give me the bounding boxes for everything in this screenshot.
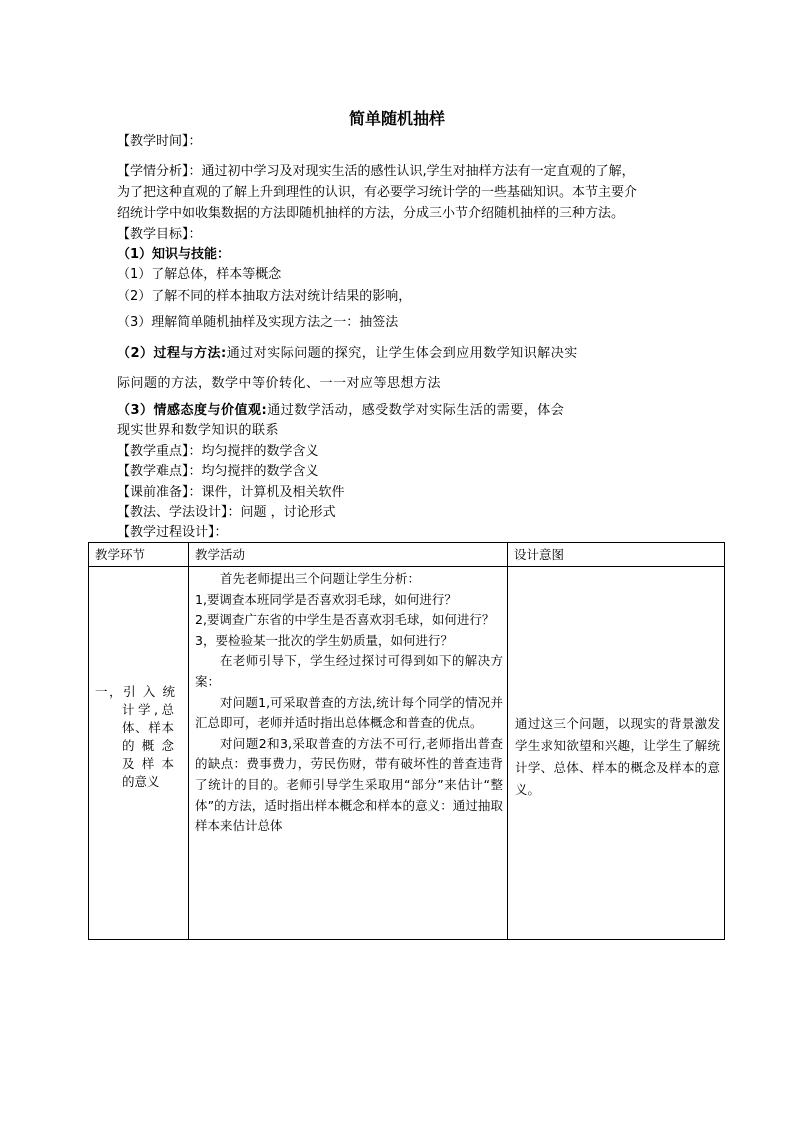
stage-line: 计学,总 (122, 702, 174, 717)
header-cell-stage: 教学环节 (89, 543, 189, 567)
activity-paragraph: 首先老师提出三个问题让学生分析： (220, 571, 421, 586)
activity-paragraph: 对问题2和3,采取普查的方法不可行,老师指出普查的缺点：费事费力，劳民伤财，带有破坏性的普查违背了统计的目的。老师引导学生采取用“部分”来估计“整体”的方法，适时指出样本概念和样本的意义：通过抽取样本来估计总体 (195, 735, 503, 834)
table-header-row (89, 543, 725, 567)
table-row (89, 567, 725, 940)
process-line (117, 344, 578, 364)
emotion-text: 通过数学活动，感受数学对实际生活的需要，体会 (267, 403, 565, 418)
activity-paragraph: 3，要检验某一批次的学生奶质量，如何进行？ (195, 632, 453, 648)
analysis-line: 【学情分析】：通过初中学习及对现实生活的感性认识,学生对抽样方法有一定直观的了解， (117, 164, 635, 179)
process-design-heading: 【教学过程设计】： (117, 525, 228, 540)
analysis-line: 为了把这种直观的了解上升到理性的认识，有必要学习统计学的一些基础知识。本节主要介 (117, 185, 638, 200)
activity-paragraph: 2,要调查广东省的中学生是否喜欢羽毛球，如何进行？ (195, 612, 495, 628)
header-cell-activity: 教学活动 (189, 543, 508, 567)
stage-cell (89, 567, 189, 940)
process-heading: （2）过程与方法: (117, 346, 227, 361)
preparation: 【课前准备】：课件，计算机及相关软件 (117, 485, 345, 500)
process-line: 际问题的方法，数学中等价转化、一一对应等思想方法 (117, 376, 442, 391)
knowledge-item: （2）了解不同的样本抽取方法对统计结果的影响， (117, 289, 412, 304)
emotion-line: 现实世界和数学知识的联系 (117, 423, 280, 438)
method: 【教法、学法设计】：问题 ，讨论形式 (117, 505, 336, 520)
process-text: 通过对实际问题的探究，让学生体会到应用数学知识解决实 (226, 346, 578, 361)
emotion-line (117, 401, 564, 421)
header-cell-intent: 设计意图 (508, 543, 725, 567)
analysis-line: 绍统计学中如收集数据的方法即随机抽样的方法，分成三小节介绍随机抽样的三种方法。 (117, 206, 625, 221)
emotion-heading: （3）情感态度与价值观: (117, 403, 268, 418)
knowledge-item: （3）理解简单随机抽样及实现方法之一：抽签法 (117, 315, 399, 330)
key-point: 【教学重点】：均匀搅拌的数学含义 (117, 444, 319, 459)
stage-line: 及 样 本 (122, 756, 174, 771)
stage-line: 的 概 念 (122, 738, 174, 753)
teaching-time: 【教学时间】： (117, 134, 202, 149)
difficulty: 【教学难点】：均匀搅拌的数学含义 (117, 464, 319, 479)
stage-line: 的意义 (122, 774, 160, 789)
intent-cell: 通过这三个问题，以现实的背景激发学生求知欲望和兴趣，让学生了解统计学、总体、样本的概念及样本的意义。 (508, 567, 725, 940)
knowledge-item: （1）了解总体，样本等概念 (117, 267, 282, 282)
process-table (88, 542, 725, 940)
page-title: 简单随机抽样 (348, 109, 445, 128)
stage-line: 一，引 入 统 (95, 684, 175, 699)
knowledge-heading: （1）知识与技能： (117, 247, 231, 262)
activity-paragraph: 对问题1,可采取普查的方法,统计每个同学的情况并汇总即可，老师并适时指出总体概念和普查的优点。 (195, 694, 503, 731)
activity-paragraph: 1,要调查本班同学是否喜欢羽毛球，如何进行？ (195, 591, 457, 607)
stage-line: 体、样本 (122, 720, 174, 735)
activity-cell (189, 567, 508, 940)
activity-paragraph: 在老师引导下，学生经过探讨可得到如下的解决方案： (195, 653, 503, 689)
goals-heading: 【教学目标】： (117, 227, 202, 242)
